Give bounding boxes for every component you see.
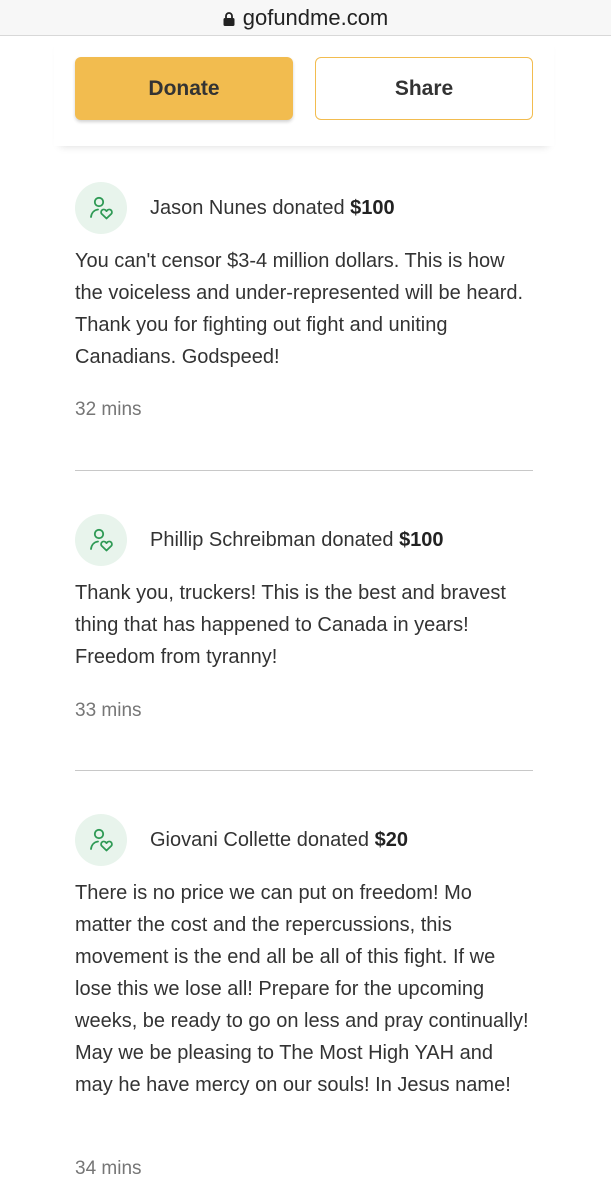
donor-name: Phillip Schreibman (150, 528, 316, 551)
address-bar[interactable] (0, 0, 611, 36)
donor-row (75, 514, 533, 566)
url-text: gofundme.com (242, 4, 389, 30)
donation-message: Thank you, truckers! This is the best and bravest thing that has happened to Canada in years! Freedom from tyranny! (75, 582, 506, 668)
donor-name: Giovani Collette (150, 828, 292, 851)
donated-label: donated (272, 196, 345, 219)
lock-icon (223, 12, 235, 26)
divider (75, 470, 533, 471)
donated-label: donated (296, 828, 370, 851)
donation-item (75, 514, 533, 720)
donation-message: You can't censor $3-4 million dollars. This is how the voiceless and under-represented will be heard. Thank you for fighting out fight and uniting Canadians. Godspeed! (75, 250, 524, 368)
donor-heart-icon (75, 514, 127, 566)
donor-line (150, 197, 395, 220)
donation-time: 34 mins (75, 1158, 142, 1179)
donation-amount: $100 (350, 196, 395, 219)
donor-line (150, 529, 444, 552)
donor-heart-icon (75, 814, 127, 866)
donor-row (75, 182, 533, 234)
donation-time: 32 mins (75, 399, 142, 420)
donate-button[interactable]: Donate (75, 57, 293, 120)
share-button[interactable]: Share (315, 57, 533, 120)
donation-amount: $20 (374, 828, 408, 851)
divider (75, 770, 533, 771)
donor-row (75, 814, 533, 866)
donation-time: 33 mins (75, 700, 142, 721)
donor-line (150, 829, 408, 852)
donor-heart-icon (75, 182, 127, 234)
donation-item (75, 182, 533, 420)
donation-amount: $100 (399, 528, 444, 551)
donation-item (75, 814, 533, 1179)
donor-name: Jason Nunes (150, 196, 267, 219)
donations-feed (75, 182, 533, 1179)
donation-message: There is no price we can put on freedom! Mo matter the cost and the repercussions, this movement is the end all be all of this fight. If we lose this we lose all! Prepare for the upcoming weeks, be ready to go on less and pray continually! May we be pleasing to The Most High YAH and may he have mercy on our souls! In Jesus name! (75, 882, 529, 1096)
donated-label: donated (321, 528, 394, 551)
action-bar (54, 36, 554, 146)
